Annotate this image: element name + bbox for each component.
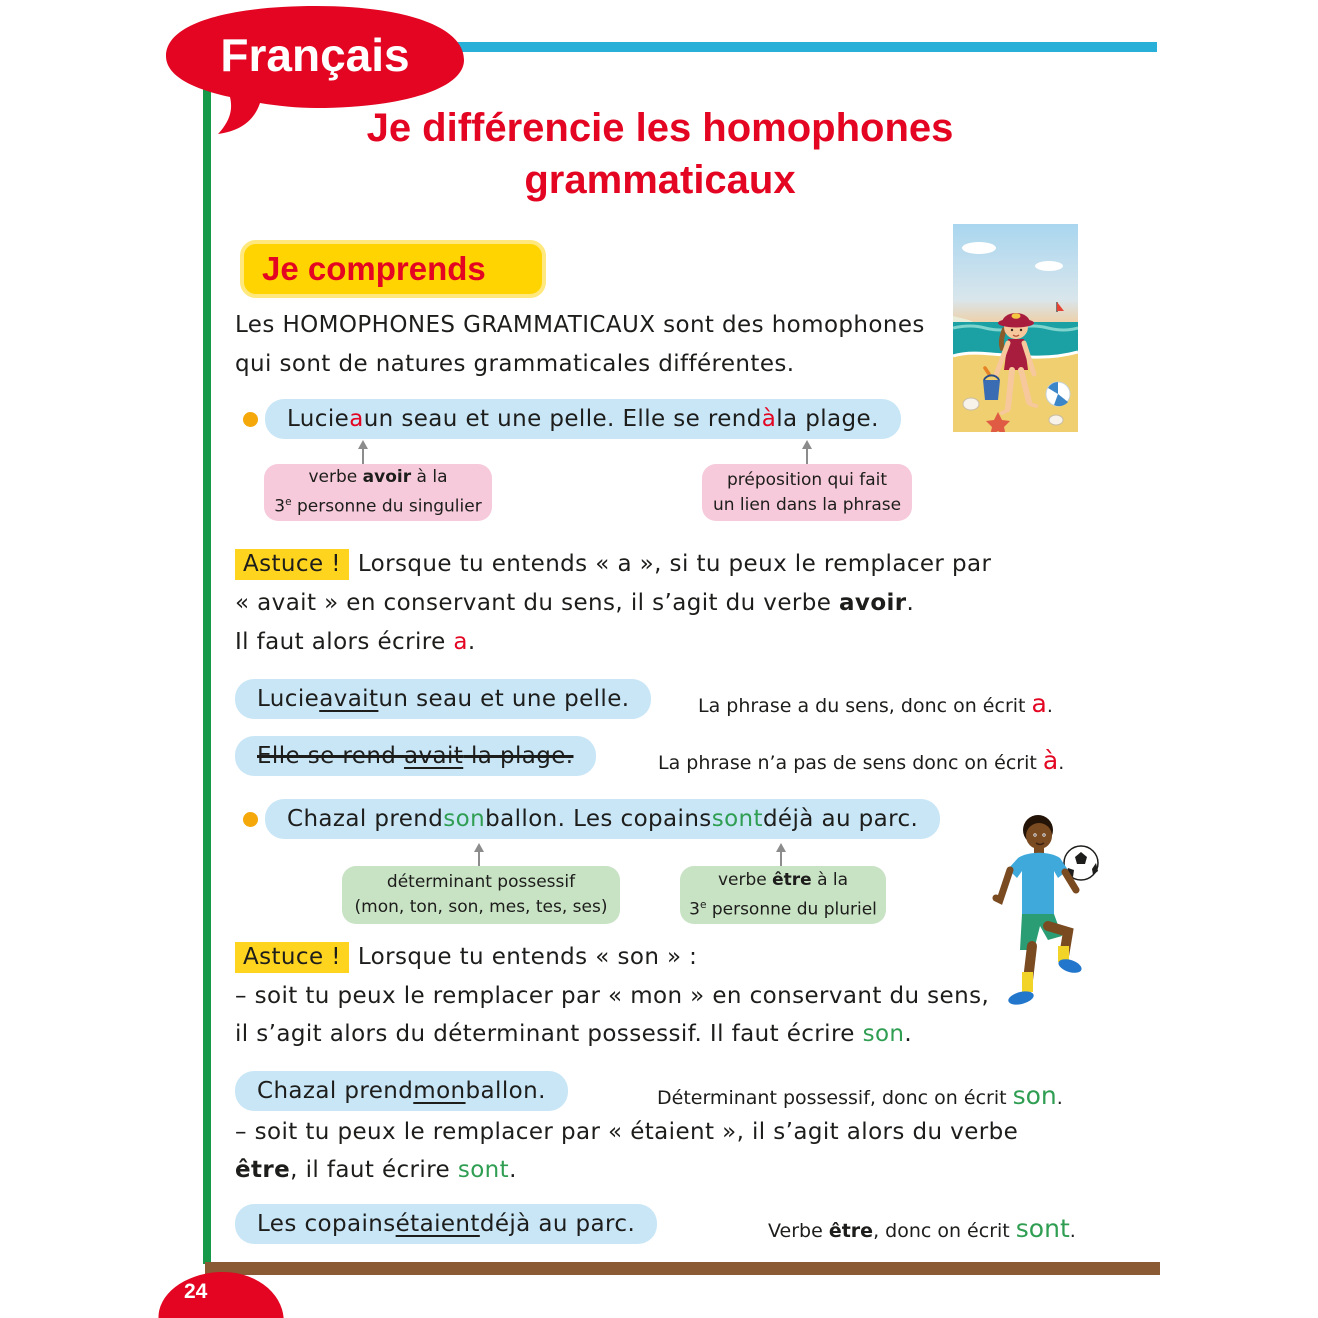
example-a-sentence: Lucie a un seau et une pelle. Elle se rend à la plage.: [265, 399, 901, 439]
astuce-a-line1: Astuce ! Lorsque tu entends « a », si tu peux le remplacer par: [235, 551, 991, 577]
page-title-line2: grammaticaux: [524, 158, 796, 202]
subject-label: Français: [220, 29, 410, 81]
page-title-line1: Je différencie les homophones: [366, 106, 954, 150]
callout-line: verbe être à la: [717, 869, 849, 890]
callout-verbe-avoir: [264, 464, 492, 521]
page-number-badge: [156, 1269, 284, 1318]
arrow-up-icon: [472, 843, 486, 867]
intro-line1: Les HOMOPHONES GRAMMATICAUX sont des homophones: [235, 312, 925, 338]
example-etaient-box: Les copains étaient déjà au parc.: [235, 1204, 657, 1244]
example-strike-note: La phrase n’a pas de sens donc on écrit à.: [658, 746, 1065, 775]
callout-preposition: [702, 464, 912, 521]
example-strike-box: [235, 736, 596, 776]
soccer-boy: [996, 815, 1083, 1007]
callout-line: (mon, ton, son, mes, tes, ses): [354, 897, 608, 917]
arrow-up-icon: [356, 440, 370, 465]
callout-line: déterminant possessif: [386, 872, 576, 892]
astuce-a-line2: « avait » en conservant du sens, il s’agit du verbe avoir.: [235, 590, 915, 616]
callout-verbe-etre: [680, 866, 886, 924]
astuce-son-line5: être, il faut écrire sont.: [235, 1157, 517, 1183]
example-avait-box: Lucie avait un seau et une pelle.: [235, 679, 651, 719]
astuce-a-line3: Il faut alors écrire a.: [235, 629, 476, 655]
astuce-son-line2: – soit tu peux le remplacer par « mon » en conservant du sens,: [235, 983, 990, 1009]
example-etaient-note: Verbe être, donc on écrit sont.: [768, 1214, 1076, 1243]
section-heading: Je comprends: [262, 250, 486, 287]
astuce-son-line1: Astuce ! Lorsque tu entends « son » :: [235, 944, 697, 970]
arrow-up-icon: [774, 843, 788, 867]
arrow-up-icon: [800, 440, 814, 465]
example-son-sentence: Chazal prend son ballon. Les copains sont déjà au parc.: [265, 799, 940, 839]
callout-determinant: [342, 866, 620, 924]
astuce-son-line4: – soit tu peux le remplacer par « étaient », il s’agit alors du verbe: [235, 1119, 1019, 1145]
callout-line: verbe avoir à la: [308, 467, 448, 488]
page-number: 24: [184, 1280, 208, 1303]
callout-line: 3e personne du singulier: [274, 496, 482, 517]
intro-line2: qui sont de natures grammaticales différentes.: [235, 351, 795, 377]
callout-line: 3e personne du pluriel: [689, 898, 877, 920]
bottom-rule: [205, 1262, 1160, 1275]
bullet-icon: [243, 412, 258, 427]
struck-sentence: Elle se rend avait la plage.: [257, 743, 574, 769]
callout-line: un lien dans la phrase: [712, 494, 902, 515]
callout-line: préposition qui fait: [726, 469, 888, 490]
soccer-boy-illustration: [988, 808, 1103, 1013]
section-heading-box: [240, 240, 546, 298]
bullet-icon: [243, 812, 258, 827]
bucket: [983, 380, 1000, 400]
astuce-son-line3: il s’agit alors du déterminant possessif. Il faut écrire son.: [235, 1021, 913, 1047]
beach-illustration: [953, 224, 1078, 432]
example-mon-box: Chazal prend mon ballon.: [235, 1071, 568, 1111]
example-mon-note: Déterminant possessif, donc on écrit son.: [657, 1081, 1063, 1110]
example-avait-note: La phrase a du sens, donc on écrit a.: [698, 689, 1053, 718]
left-rule: [203, 50, 211, 1264]
